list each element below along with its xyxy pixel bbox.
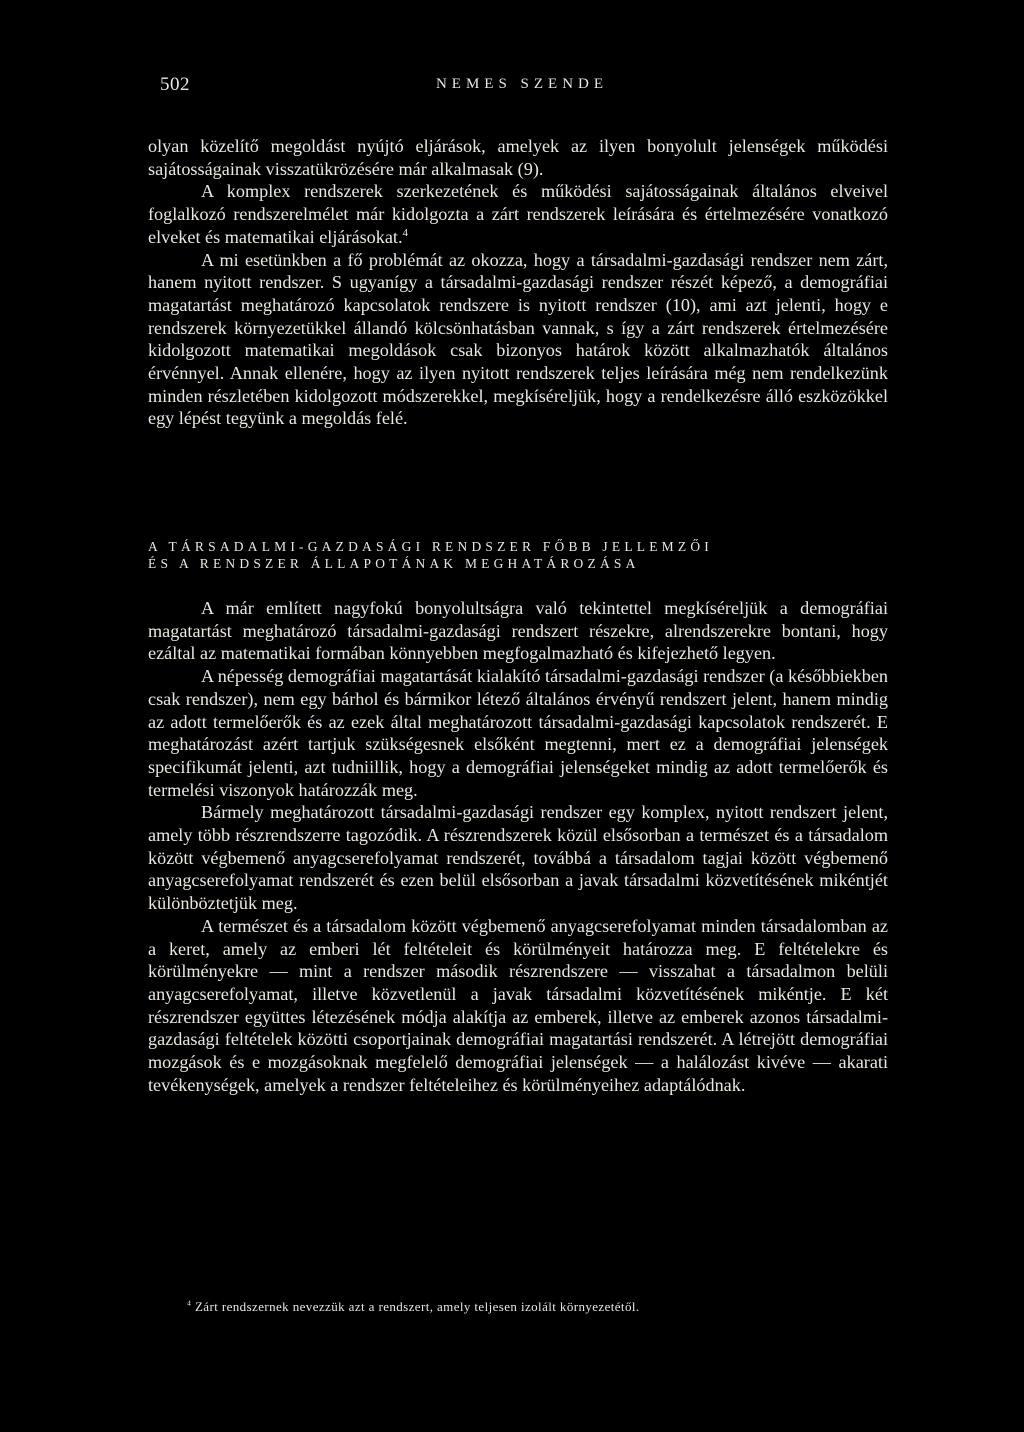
footnote [187, 1299, 887, 1315]
section-heading-line-1: A TÁRSADALMI-GAZDASÁGI RENDSZER FŐBB JELLEMZŐI [148, 539, 713, 554]
section-heading [148, 538, 888, 572]
page-header [160, 74, 884, 98]
footnote-reference: 4 [402, 226, 408, 239]
paragraph: olyan közelítő megoldást nyújtó eljárások, amelyek az ilyen bonyolult jelenségek működési sajátosságainak visszatükrözésére már alkalmasak (9). [148, 136, 888, 179]
footnote-text: Zárt rendszernek nevezzük azt a rendszert, amely teljesen izolált környezetétől. [194, 1299, 640, 1314]
paragraph: Bármely meghatározott társadalmi-gazdasági rendszer egy komplex, nyitott rendszert jelent, amely több részrendszerre tagozódik. A részrendszerek közül elsősorban a természet és a társadalom között végbemenő anyagcserefolyamat rendszerét, továbbá a társadalom tagjai között végbemenő anyagcserefolyamat rendszerét és ezen belül elsősorban a javak társadalmi közvetítésének mikéntjét különböztetjük meg. [148, 802, 888, 914]
page-number: 502 [160, 74, 190, 95]
footnote-mark: 4 [187, 1298, 192, 1308]
paragraph: A természet és a társadalom között végbemenő anyagcserefolyamat minden társadalomban az a keret, amely az emberi lét feltételeit és körülményeit határozza meg. E feltételekre és körülményekre — mint a rendszer második részrendszere — visszahat a társadalmon belüli anyagcserefolyamat, illetve közvetlenül a javak társadalmi közvetítésének mikéntje. E két részrendszer együttes létezésének módja alakítja az emberek, illetve az emberek azonos társadalmi-gazdasági feltételek közötti csoportjainak demográfiai magatartási rendszerét. A létrejött demográfiai mozgások és e mozgásoknak megfelelő demográfiai jelenségek — a halálozást kivéve — akarati tevékenységek, amelyek a rendszer feltételeihez és körülményeihez adaptálódnak. [148, 915, 888, 1095]
running-title: NEMES SZENDE [435, 76, 609, 92]
paragraph: A már említett nagyfokú bonyolultságra való tekintettel megkíséreljük a demográfiai magatartást meghatározó társadalmi-gazdasági rendszert részekre, alrendszerekre bontani, hogy ezáltal az matematikai formában könnyebben megfogalmazható és kifejezhető legyen. [148, 598, 888, 664]
body-text-section-2 [148, 597, 888, 1096]
paragraph: A népesség demográfiai magatartását kialakító társadalmi-gazdasági rendszer (a későbbiekben csak rendszer), nem egy bárhol és bármikor létező általános érvényű rendszert jelent, hanem mindig az adott termelőerők és az ezek által meghatározott társadalmi-gazdasági kapcsolatok rendszerét. E meghatározást azért tartjuk szükségesnek elsőként megtenni, mert ez a demográfiai jelenségek specifikumát jelenti, azt tudniillik, hogy a demográfiai jelenségeket mindig az adott termelőerők és termelési viszonyok határozzák meg. [148, 666, 888, 800]
paragraph [148, 180, 888, 248]
paragraph: A mi esetünkben a fő problémát az okozza, hogy a társadalmi-gazdasági rendszer nem zárt, hanem nyitott rendszer. S ugyanígy a társadalmi-gazdasági rendszer részét képező, a demográfiai magatartást meghatározó kapcsolatok rendszere is nyitott rendszer (10), ami azt jelenti, hogy e rendszerek környezetükkel állandó kölcsönhatásban vannak, s így a zárt rendszerek értelmezésére kidolgozott matematikai megoldások csak bizonyos határok között alkalmazhatók általános érvénnyel. Annak ellenére, hogy az ilyen nyitott rendszerek teljes leírására még nem rendelkezünk minden részletében kidolgozott módszerekkel, megkíséreljük, hogy a rendelkezésre álló eszközökkel egy lépést tegyünk a megoldás felé. [148, 249, 888, 429]
paragraph-text: A komplex rendszerek szerkezetének és működési sajátosságainak általános elveivel foglalkozó rendszerelmélet már kidolgozta a zárt rendszerek leírására és értelmezésére vonatkozó elveket és matematikai eljárásokat. [148, 181, 888, 247]
section-heading-line-2: ÉS A RENDSZER ÁLLAPOTÁNAK MEGHATÁROZÁSA [148, 556, 640, 571]
body-text-section-1 [148, 135, 888, 430]
